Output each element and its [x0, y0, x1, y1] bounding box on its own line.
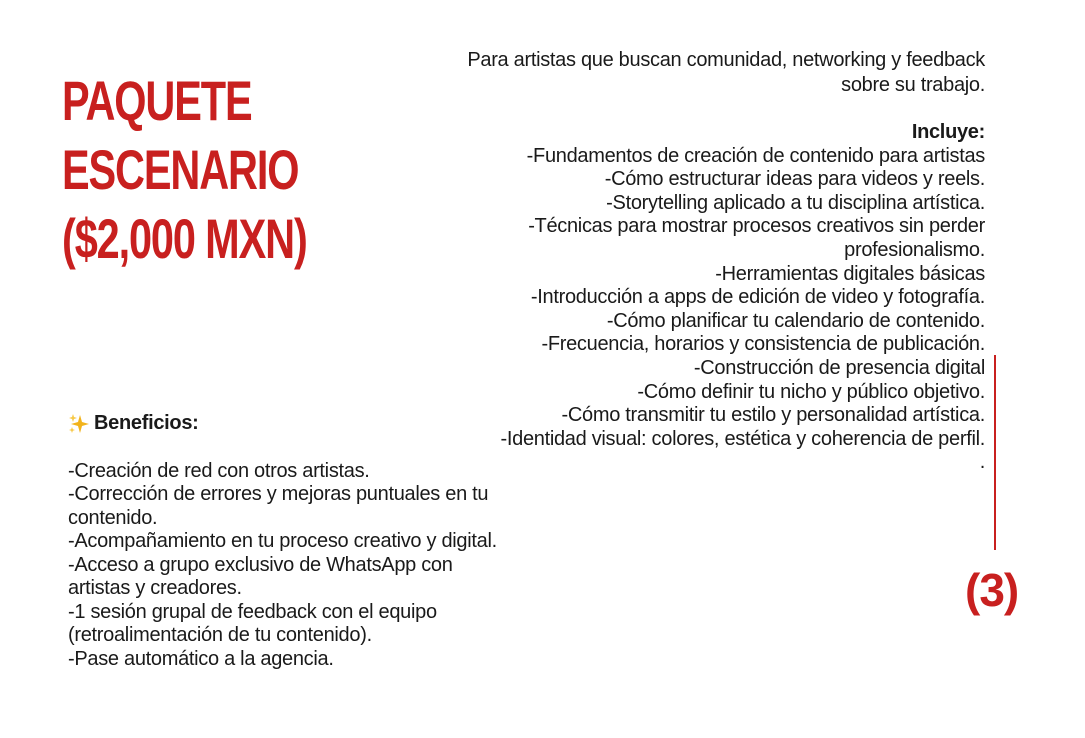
includes-heading: Incluye: [911, 121, 985, 143]
list-item: -Cómo transmitir tu estilo y personalidad artística. [561, 404, 985, 427]
list-item: -Cómo estructurar ideas para videos y reels. [604, 168, 985, 191]
list-item: -Creación de red con otros artistas. [68, 459, 370, 482]
intro-text: Para artistas que buscan comunidad, networking y feedback sobre su trabajo. [467, 49, 985, 96]
list-item: -Herramientas digitales básicas [715, 262, 985, 285]
list-item: -Frecuencia, horarios y consistencia de publicación. [541, 333, 985, 356]
list-item: -Storytelling aplicado a tu disciplina artística. [606, 191, 985, 214]
page-number: (3) [965, 564, 1019, 616]
title-line-3: ($2,000 MXN) [62, 207, 307, 270]
list-item: -Fundamentos de creación de contenido para artistas [526, 144, 985, 167]
package-title [62, 66, 343, 273]
list-item: -Acompañamiento en tu proceso creativo y digital. [68, 530, 497, 552]
list-item: -Identidad visual: colores, estética y coherencia de perfil. [500, 427, 985, 450]
list-item: . [979, 451, 985, 474]
benefits-header [68, 412, 498, 436]
benefits-list [68, 460, 498, 672]
list-item: -Cómo definir tu nicho y público objetivo. [637, 380, 985, 403]
accent-divider [994, 355, 996, 550]
title-line-2: ESCENARIO [62, 138, 299, 201]
sparkles-icon [68, 413, 90, 435]
benefits-section [68, 412, 498, 671]
list-item: -Técnicas para mostrar procesos creativos sin perder profesionalismo. [528, 215, 985, 261]
list-item: -Pase automático a la agencia. [68, 647, 334, 670]
list-item: -1 sesión grupal de feedback con el equipo (retroalimentación de tu contenido). [68, 600, 437, 646]
list-item: -Corrección de errores y mejoras puntuales en tu contenido. [68, 483, 489, 529]
list-item: -Introducción a apps de edición de video y fotografía. [530, 286, 985, 309]
title-line-1: PAQUETE [62, 69, 252, 132]
list-item: -Construcción de presencia digital [693, 356, 985, 379]
list-item: -Acceso a grupo exclusivo de WhatsApp con artistas y creadores. [68, 553, 453, 599]
list-item: -Cómo planificar tu calendario de contenido. [606, 309, 985, 332]
benefits-heading: Beneficios: [94, 412, 199, 434]
